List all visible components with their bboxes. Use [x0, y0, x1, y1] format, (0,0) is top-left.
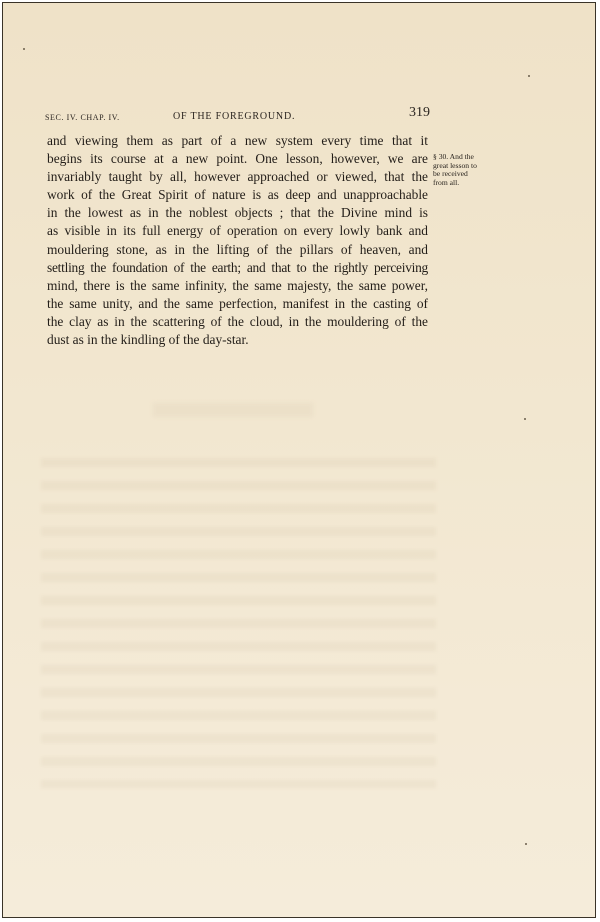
body-line: and viewing them as part of a new system every time that it: [47, 133, 428, 148]
section-chapter-label: SEC. IV. CHAP. IV.: [45, 113, 120, 122]
show-through-shadow: [153, 403, 313, 417]
page-number: 319: [409, 105, 430, 120]
sidenote-line: great lesson to: [433, 160, 477, 170]
book-page: [2, 2, 596, 918]
body-line: begins its course at a new point. One lesson, however, we are: [47, 151, 428, 167]
body-line: as visible in its full energy of operation on every lowly bank and: [47, 223, 428, 239]
body-line: in the lowest as in the noblest objects ; that the Divine mind is: [47, 205, 428, 221]
body-line: dust as in the kindling of the day-star.: [47, 332, 249, 348]
body-line: the same unity, and the same perfection, manifest in the casting of: [47, 295, 428, 311]
sidenote-line: § 30. And the: [433, 152, 474, 161]
paper-speck: [23, 48, 25, 50]
body-line: invariably taught by all, however approached or viewed, that the: [47, 169, 428, 185]
sidenote-line: be received: [433, 169, 468, 179]
body-line: settling the foundation of the earth; and that to the rightly perceiving: [47, 259, 428, 275]
paper-speck: [528, 75, 530, 77]
body-line: mouldering stone, as in the lifting of the pillars of heaven, and: [47, 241, 428, 257]
paper-speck: [525, 843, 527, 845]
running-head: [45, 105, 430, 127]
body-line: work of the Great Spirit of nature is as deep and unapproachable: [47, 187, 428, 203]
show-through-text: [41, 458, 436, 788]
body-line: mind, there is the same infinity, the same majesty, the same power,: [47, 277, 428, 293]
body-paragraph: [47, 132, 428, 349]
sidenote-line: from all.: [433, 177, 460, 187]
paper-speck: [524, 418, 526, 420]
margin-sidenote: [433, 153, 505, 187]
chapter-title: OF THE FOREGROUND.: [173, 111, 296, 122]
body-line: the clay as in the scattering of the cloud, in the mouldering of the: [47, 313, 428, 329]
